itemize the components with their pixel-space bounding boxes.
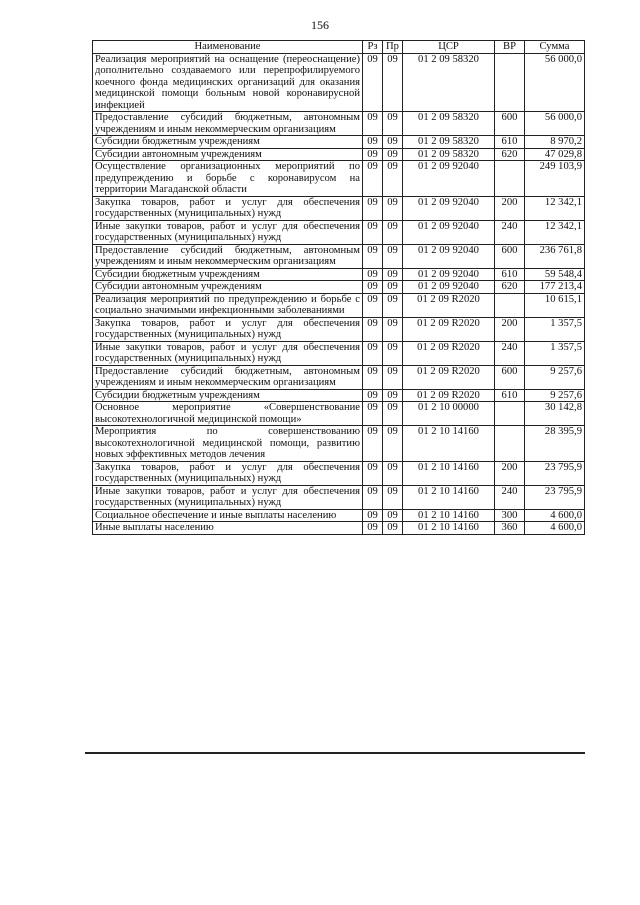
cell-sum: 4 600,0	[525, 509, 585, 522]
cell-pr: 09	[383, 244, 403, 268]
header-name: Наименование	[93, 41, 363, 54]
cell-sum: 56 000,0	[525, 112, 585, 136]
header-pr: Пр	[383, 41, 403, 54]
table-row	[93, 461, 585, 485]
cell-rz: 09	[363, 402, 383, 426]
cell-pr: 09	[383, 148, 403, 161]
cell-csr: 01 2 09 R2020	[403, 317, 495, 341]
cell-name: Закупка товаров, работ и услуг для обеспечения государственных (муниципальных) нужд	[93, 196, 363, 220]
cell-rz: 09	[363, 293, 383, 317]
cell-vr	[495, 402, 525, 426]
table-row	[93, 268, 585, 281]
cell-vr	[495, 293, 525, 317]
table-row	[93, 293, 585, 317]
cell-vr: 620	[495, 281, 525, 294]
cell-name: Закупка товаров, работ и услуг для обеспечения государственных (муниципальных) нужд	[93, 317, 363, 341]
table-row	[93, 365, 585, 389]
cell-pr: 09	[383, 341, 403, 365]
cell-name: Предоставление субсидий бюджетным, автономным учреждениям и иным некоммерческим организациям	[93, 365, 363, 389]
cell-pr: 09	[383, 268, 403, 281]
table-row	[93, 136, 585, 149]
cell-pr: 09	[383, 136, 403, 149]
cell-csr: 01 2 09 92040	[403, 220, 495, 244]
cell-name: Реализация мероприятий по предупреждению и борьбе с социально значимыми инфекционными заболеваниями	[93, 293, 363, 317]
cell-pr: 09	[383, 426, 403, 462]
table-row	[93, 317, 585, 341]
cell-pr: 09	[383, 317, 403, 341]
cell-vr: 610	[495, 136, 525, 149]
cell-vr	[495, 53, 525, 112]
page-number: 156	[311, 18, 329, 32]
cell-vr	[495, 161, 525, 197]
cell-vr	[495, 426, 525, 462]
cell-pr: 09	[383, 461, 403, 485]
cell-rz: 09	[363, 112, 383, 136]
cell-vr: 610	[495, 268, 525, 281]
cell-sum: 9 257,6	[525, 365, 585, 389]
cell-sum: 249 103,9	[525, 161, 585, 197]
cell-name: Социальное обеспечение и иные выплаты населению	[93, 509, 363, 522]
cell-pr: 09	[383, 112, 403, 136]
table-row	[93, 220, 585, 244]
cell-csr: 01 2 10 14160	[403, 485, 495, 509]
cell-csr: 01 2 09 92040	[403, 268, 495, 281]
cell-name: Предоставление субсидий бюджетным, автономным учреждениям и иным некоммерческим организациям	[93, 112, 363, 136]
cell-name: Основное мероприятие «Совершенствование высокотехнологичной медицинской помощи»	[93, 402, 363, 426]
cell-rz: 09	[363, 461, 383, 485]
cell-vr: 200	[495, 461, 525, 485]
table-row	[93, 341, 585, 365]
cell-vr: 600	[495, 112, 525, 136]
cell-rz: 09	[363, 220, 383, 244]
cell-pr: 09	[383, 402, 403, 426]
cell-sum: 1 357,5	[525, 341, 585, 365]
cell-rz: 09	[363, 268, 383, 281]
table-row	[93, 522, 585, 535]
table-row	[93, 112, 585, 136]
table-row	[93, 402, 585, 426]
cell-rz: 09	[363, 365, 383, 389]
cell-name: Предоставление субсидий бюджетным, автономным учреждениям и иным некоммерческим организациям	[93, 244, 363, 268]
cell-name: Иные выплаты населению	[93, 522, 363, 535]
cell-name: Закупка товаров, работ и услуг для обеспечения государственных (муниципальных) нужд	[93, 461, 363, 485]
table-row	[93, 161, 585, 197]
cell-csr: 01 2 09 R2020	[403, 365, 495, 389]
cell-pr: 09	[383, 220, 403, 244]
cell-vr: 600	[495, 244, 525, 268]
cell-name: Субсидии бюджетным учреждениям	[93, 268, 363, 281]
cell-vr: 240	[495, 220, 525, 244]
cell-name: Осуществление организационных мероприятий по предупреждению и борьбе с коронавирусом на территории Магаданской области	[93, 161, 363, 197]
cell-csr: 01 2 10 00000	[403, 402, 495, 426]
table-body	[93, 53, 585, 534]
budget-table	[92, 40, 585, 535]
cell-name: Мероприятия по совершенствованию высокотехнологичной медицинской помощи, развитию новых эффективных методов лечения	[93, 426, 363, 462]
cell-vr: 360	[495, 522, 525, 535]
cell-rz: 09	[363, 426, 383, 462]
cell-csr: 01 2 10 14160	[403, 461, 495, 485]
cell-csr: 01 2 09 58320	[403, 112, 495, 136]
cell-vr: 610	[495, 389, 525, 402]
cell-vr: 200	[495, 317, 525, 341]
cell-pr: 09	[383, 389, 403, 402]
cell-pr: 09	[383, 293, 403, 317]
cell-sum: 1 357,5	[525, 317, 585, 341]
cell-rz: 09	[363, 53, 383, 112]
table-row	[93, 485, 585, 509]
cell-pr: 09	[383, 522, 403, 535]
cell-csr: 01 2 10 14160	[403, 522, 495, 535]
cell-sum: 10 615,1	[525, 293, 585, 317]
cell-sum: 23 795,9	[525, 461, 585, 485]
cell-sum: 28 395,9	[525, 426, 585, 462]
table-header-row	[93, 41, 585, 54]
bottom-rule	[85, 752, 585, 754]
cell-sum: 8 970,2	[525, 136, 585, 149]
cell-vr: 620	[495, 148, 525, 161]
cell-name: Субсидии бюджетным учреждениям	[93, 389, 363, 402]
cell-rz: 09	[363, 148, 383, 161]
cell-vr: 300	[495, 509, 525, 522]
cell-vr: 200	[495, 196, 525, 220]
cell-csr: 01 2 09 92040	[403, 196, 495, 220]
cell-sum: 30 142,8	[525, 402, 585, 426]
cell-name: Иные закупки товаров, работ и услуг для обеспечения государственных (муниципальных) нужд	[93, 220, 363, 244]
cell-name: Субсидии бюджетным учреждениям	[93, 136, 363, 149]
cell-name: Иные закупки товаров, работ и услуг для обеспечения государственных (муниципальных) нужд	[93, 341, 363, 365]
cell-sum: 59 548,4	[525, 268, 585, 281]
cell-sum: 23 795,9	[525, 485, 585, 509]
cell-pr: 09	[383, 53, 403, 112]
cell-pr: 09	[383, 196, 403, 220]
cell-pr: 09	[383, 365, 403, 389]
cell-name: Субсидии автономным учреждениям	[93, 281, 363, 294]
header-vr: ВР	[495, 41, 525, 54]
cell-csr: 01 2 09 58320	[403, 148, 495, 161]
header-sum: Сумма	[525, 41, 585, 54]
cell-sum: 12 342,1	[525, 196, 585, 220]
cell-csr: 01 2 09 92040	[403, 244, 495, 268]
cell-pr: 09	[383, 509, 403, 522]
cell-csr: 01 2 09 R2020	[403, 341, 495, 365]
table-row	[93, 244, 585, 268]
table-row	[93, 389, 585, 402]
cell-name: Субсидии автономным учреждениям	[93, 148, 363, 161]
cell-sum: 9 257,6	[525, 389, 585, 402]
header-csr: ЦСР	[403, 41, 495, 54]
cell-csr: 01 2 09 R2020	[403, 389, 495, 402]
cell-sum: 177 213,4	[525, 281, 585, 294]
table-row	[93, 53, 585, 112]
cell-rz: 09	[363, 522, 383, 535]
cell-pr: 09	[383, 485, 403, 509]
cell-vr: 240	[495, 485, 525, 509]
cell-rz: 09	[363, 317, 383, 341]
cell-rz: 09	[363, 341, 383, 365]
cell-csr: 01 2 09 92040	[403, 161, 495, 197]
cell-rz: 09	[363, 485, 383, 509]
table-row	[93, 509, 585, 522]
cell-sum: 4 600,0	[525, 522, 585, 535]
cell-rz: 09	[363, 196, 383, 220]
cell-rz: 09	[363, 136, 383, 149]
cell-csr: 01 2 10 14160	[403, 509, 495, 522]
cell-csr: 01 2 09 92040	[403, 281, 495, 294]
table-row	[93, 281, 585, 294]
cell-vr: 240	[495, 341, 525, 365]
table-row	[93, 196, 585, 220]
header-rz: Рз	[363, 41, 383, 54]
cell-csr: 01 2 09 R2020	[403, 293, 495, 317]
table-row	[93, 148, 585, 161]
cell-rz: 09	[363, 161, 383, 197]
cell-pr: 09	[383, 161, 403, 197]
cell-csr: 01 2 10 14160	[403, 426, 495, 462]
cell-vr: 600	[495, 365, 525, 389]
cell-pr: 09	[383, 281, 403, 294]
cell-rz: 09	[363, 389, 383, 402]
cell-rz: 09	[363, 244, 383, 268]
cell-name: Иные закупки товаров, работ и услуг для обеспечения государственных (муниципальных) нужд	[93, 485, 363, 509]
cell-sum: 12 342,1	[525, 220, 585, 244]
cell-name: Реализация мероприятий на оснащение (переоснащение) дополнительно создаваемого или перепрофилируемого коечного фонда медицинских организаций для оказания медицинской помощи больным новой коронавирусной инфекцией	[93, 53, 363, 112]
table-row	[93, 426, 585, 462]
cell-rz: 09	[363, 281, 383, 294]
cell-sum: 56 000,0	[525, 53, 585, 112]
cell-sum: 236 761,8	[525, 244, 585, 268]
cell-rz: 09	[363, 509, 383, 522]
cell-csr: 01 2 09 58320	[403, 53, 495, 112]
cell-sum: 47 029,8	[525, 148, 585, 161]
cell-csr: 01 2 09 58320	[403, 136, 495, 149]
